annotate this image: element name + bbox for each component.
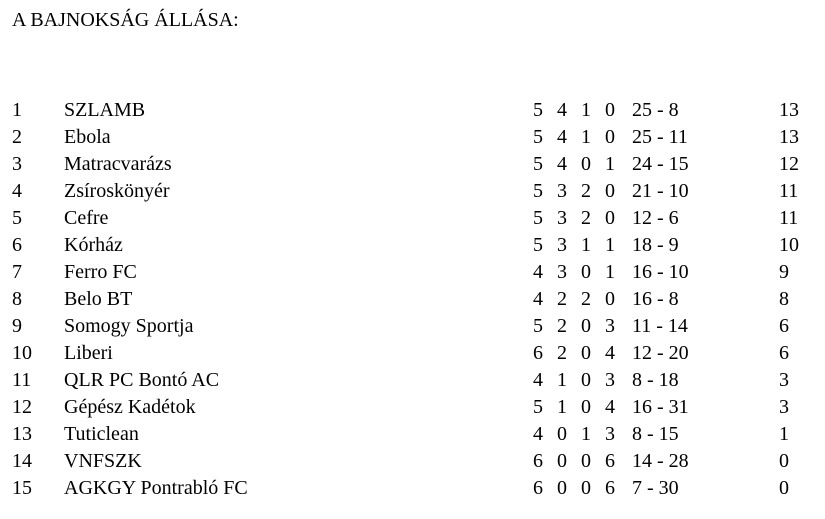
points-cell: 3 xyxy=(779,396,789,418)
points-cell: 11 xyxy=(779,180,799,202)
lost-cell: 3 xyxy=(605,315,615,337)
points-cell: 6 xyxy=(779,315,789,337)
rank-cell: 4 xyxy=(12,180,22,202)
lost-cell: 0 xyxy=(605,288,615,310)
rank-cell: 14 xyxy=(12,450,32,472)
played-cell: 5 xyxy=(533,315,543,337)
lost-cell: 1 xyxy=(605,153,615,175)
won-cell: 3 xyxy=(557,180,567,202)
goals-cell: 7 - 30 xyxy=(632,477,679,499)
drawn-cell: 1 xyxy=(581,423,591,445)
team-name-cell: Gépész Kadétok xyxy=(64,396,196,418)
rank-cell: 5 xyxy=(12,207,22,229)
played-cell: 5 xyxy=(533,396,543,418)
table-row xyxy=(0,286,825,313)
lost-cell: 3 xyxy=(605,369,615,391)
table-row xyxy=(0,259,825,286)
won-cell: 4 xyxy=(557,126,567,148)
goals-cell: 24 - 15 xyxy=(632,153,689,175)
team-name-cell: Cefre xyxy=(64,207,109,229)
rank-cell: 3 xyxy=(12,153,22,175)
table-row xyxy=(0,448,825,475)
team-name-cell: Ebola xyxy=(64,126,111,148)
points-cell: 10 xyxy=(779,234,799,256)
played-cell: 5 xyxy=(533,153,543,175)
rank-cell: 7 xyxy=(12,261,22,283)
drawn-cell: 0 xyxy=(581,342,591,364)
drawn-cell: 2 xyxy=(581,288,591,310)
team-name-cell: AGKGY Pontrabló FC xyxy=(64,477,248,499)
team-name-cell: Kórház xyxy=(64,234,123,256)
points-cell: 13 xyxy=(779,99,799,121)
team-name-cell: Matracvarázs xyxy=(64,153,172,175)
lost-cell: 0 xyxy=(605,126,615,148)
team-name-cell: VNFSZK xyxy=(64,450,142,472)
drawn-cell: 0 xyxy=(581,477,591,499)
goals-cell: 25 - 8 xyxy=(632,99,679,121)
table-row xyxy=(0,313,825,340)
team-name-cell: Somogy Sportja xyxy=(64,315,194,337)
played-cell: 4 xyxy=(533,423,543,445)
points-cell: 1 xyxy=(779,423,789,445)
lost-cell: 4 xyxy=(605,396,615,418)
lost-cell: 1 xyxy=(605,234,615,256)
rank-cell: 1 xyxy=(12,99,22,121)
played-cell: 5 xyxy=(533,180,543,202)
lost-cell: 0 xyxy=(605,207,615,229)
won-cell: 2 xyxy=(557,315,567,337)
goals-cell: 25 - 11 xyxy=(632,126,688,148)
played-cell: 5 xyxy=(533,207,543,229)
points-cell: 9 xyxy=(779,261,789,283)
table-row xyxy=(0,340,825,367)
played-cell: 6 xyxy=(533,450,543,472)
page-title: A BAJNOKSÁG ÁLLÁSA: xyxy=(12,9,239,31)
team-name-cell: Zsíroskönyér xyxy=(64,180,170,202)
played-cell: 5 xyxy=(533,99,543,121)
points-cell: 0 xyxy=(779,450,789,472)
played-cell: 5 xyxy=(533,234,543,256)
won-cell: 0 xyxy=(557,423,567,445)
drawn-cell: 1 xyxy=(581,234,591,256)
drawn-cell: 2 xyxy=(581,207,591,229)
points-cell: 8 xyxy=(779,288,789,310)
standings-table xyxy=(0,97,825,502)
lost-cell: 1 xyxy=(605,261,615,283)
table-row xyxy=(0,151,825,178)
drawn-cell: 0 xyxy=(581,315,591,337)
points-cell: 0 xyxy=(779,477,789,499)
goals-cell: 8 - 18 xyxy=(632,369,679,391)
drawn-cell: 0 xyxy=(581,153,591,175)
rank-cell: 9 xyxy=(12,315,22,337)
won-cell: 1 xyxy=(557,396,567,418)
drawn-cell: 0 xyxy=(581,261,591,283)
drawn-cell: 0 xyxy=(581,450,591,472)
table-row xyxy=(0,178,825,205)
won-cell: 0 xyxy=(557,450,567,472)
won-cell: 3 xyxy=(557,207,567,229)
goals-cell: 14 - 28 xyxy=(632,450,689,472)
played-cell: 4 xyxy=(533,369,543,391)
goals-cell: 11 - 14 xyxy=(632,315,688,337)
played-cell: 4 xyxy=(533,288,543,310)
lost-cell: 6 xyxy=(605,477,615,499)
drawn-cell: 1 xyxy=(581,126,591,148)
table-row xyxy=(0,367,825,394)
won-cell: 3 xyxy=(557,234,567,256)
won-cell: 3 xyxy=(557,261,567,283)
points-cell: 11 xyxy=(779,207,799,229)
points-cell: 13 xyxy=(779,126,799,148)
won-cell: 4 xyxy=(557,99,567,121)
points-cell: 3 xyxy=(779,369,789,391)
rank-cell: 10 xyxy=(12,342,32,364)
won-cell: 2 xyxy=(557,342,567,364)
team-name-cell: Tuticlean xyxy=(64,423,139,445)
team-name-cell: SZLAMB xyxy=(64,99,146,121)
goals-cell: 18 - 9 xyxy=(632,234,679,256)
team-name-cell: QLR PC Bontó AC xyxy=(64,369,220,391)
lost-cell: 4 xyxy=(605,342,615,364)
drawn-cell: 0 xyxy=(581,369,591,391)
table-row xyxy=(0,205,825,232)
goals-cell: 12 - 20 xyxy=(632,342,689,364)
table-row xyxy=(0,97,825,124)
goals-cell: 16 - 8 xyxy=(632,288,679,310)
lost-cell: 6 xyxy=(605,450,615,472)
lost-cell: 3 xyxy=(605,423,615,445)
rank-cell: 6 xyxy=(12,234,22,256)
drawn-cell: 2 xyxy=(581,180,591,202)
goals-cell: 16 - 31 xyxy=(632,396,689,418)
table-row xyxy=(0,421,825,448)
played-cell: 5 xyxy=(533,126,543,148)
won-cell: 1 xyxy=(557,369,567,391)
team-name-cell: Belo BT xyxy=(64,288,133,310)
table-row xyxy=(0,232,825,259)
drawn-cell: 0 xyxy=(581,396,591,418)
table-row xyxy=(0,394,825,421)
rank-cell: 2 xyxy=(12,126,22,148)
goals-cell: 16 - 10 xyxy=(632,261,689,283)
goals-cell: 12 - 6 xyxy=(632,207,679,229)
table-row xyxy=(0,124,825,151)
rank-cell: 12 xyxy=(12,396,32,418)
goals-cell: 8 - 15 xyxy=(632,423,679,445)
points-cell: 12 xyxy=(779,153,799,175)
goals-cell: 21 - 10 xyxy=(632,180,689,202)
won-cell: 4 xyxy=(557,153,567,175)
rank-cell: 13 xyxy=(12,423,32,445)
points-cell: 6 xyxy=(779,342,789,364)
rank-cell: 15 xyxy=(12,477,32,499)
played-cell: 6 xyxy=(533,342,543,364)
team-name-cell: Liberi xyxy=(64,342,113,364)
drawn-cell: 1 xyxy=(581,99,591,121)
won-cell: 2 xyxy=(557,288,567,310)
rank-cell: 11 xyxy=(12,369,32,391)
team-name-cell: Ferro FC xyxy=(64,261,137,283)
rank-cell: 8 xyxy=(12,288,22,310)
table-row xyxy=(0,475,825,502)
played-cell: 6 xyxy=(533,477,543,499)
played-cell: 4 xyxy=(533,261,543,283)
lost-cell: 0 xyxy=(605,99,615,121)
lost-cell: 0 xyxy=(605,180,615,202)
won-cell: 0 xyxy=(557,477,567,499)
